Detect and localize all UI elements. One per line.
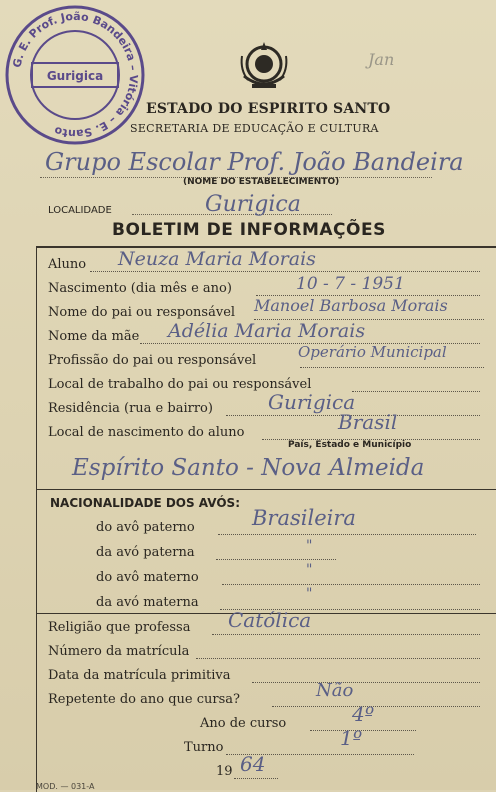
- field-profissao-label: Profissão do pai ou responsável: [48, 353, 257, 368]
- pais-estado-municipio-caption: País, Estado e Município: [288, 440, 412, 450]
- ano-prefix: 19: [216, 764, 233, 779]
- turno-value: 1º: [340, 726, 363, 750]
- field-pai-label: Nome do pai ou responsável: [48, 305, 236, 320]
- ano-curso-value: 4º: [352, 702, 375, 726]
- pencil-note: Jan: [368, 50, 395, 69]
- avo-paterno-label: do avô paterno: [96, 520, 195, 535]
- avoa-paterna-label: da avó paterna: [96, 545, 195, 560]
- religiao-value: Católica: [228, 608, 312, 632]
- field-aluno-label: Aluno: [48, 257, 87, 272]
- avo-materno-line: [222, 583, 480, 585]
- field-residencia-value: Gurigica: [268, 390, 356, 414]
- ano-curso-label: Ano de curso: [200, 716, 287, 731]
- form-model-code: MOD. — 031-A: [36, 782, 95, 791]
- data-matricula-line: [252, 681, 480, 683]
- avoa-paterna-value: ": [306, 538, 313, 554]
- establishment-caption: (NOME DO ESTABELECIMENTO): [183, 177, 340, 187]
- avoa-materna-value: ": [306, 586, 313, 602]
- avo-paterno-value: Brasileira: [252, 506, 356, 530]
- field-aluno-line: [90, 270, 480, 272]
- avo-materno-value: ": [306, 562, 313, 578]
- ano-curso-line: [310, 729, 416, 731]
- field-mae-label: Nome da mãe: [48, 329, 140, 344]
- form-title: BOLETIM DE INFORMAÇÕES: [112, 220, 386, 240]
- repetente-value: Não: [316, 680, 354, 701]
- secretariat-header: SECRETARIA DE EDUCAÇÃO E CULTURA: [130, 122, 379, 135]
- repetente-label: Repetente do ano que cursa?: [48, 692, 240, 707]
- field-profissao-line: [300, 366, 484, 368]
- ano-line: [234, 777, 278, 779]
- avoa-materna-label: da avó materna: [96, 595, 199, 610]
- field-nascimento-local-label: Local de nascimento do aluno: [48, 425, 245, 440]
- section-divider-nacionalidade: [36, 489, 496, 490]
- religiao-label: Religião que professa: [48, 620, 191, 635]
- avoa-paterna-line: [216, 558, 336, 560]
- field-profissao-value: Operário Municipal: [298, 343, 447, 361]
- stamp-ring-text: G. E. Prof. João Bandeira – Vitória – E. Santo: [10, 9, 141, 141]
- data-matricula-label: Data da matrícula primitiva: [48, 668, 231, 683]
- repetente-line: [272, 705, 480, 707]
- field-aluno-value: Neuza Maria Morais: [118, 248, 316, 270]
- stamp-center-text: Gurigica: [46, 69, 104, 83]
- field-pai-value: Manoel Barbosa Morais: [254, 296, 448, 315]
- locality-label: LOCALIDADE: [48, 205, 112, 216]
- field-nascimento-label: Nascimento (dia mês e ano): [48, 281, 232, 296]
- nacionalidade-heading: NACIONALIDADE DOS AVÓS:: [50, 496, 241, 510]
- state-header: ESTADO DO ESPIRITO SANTO: [146, 101, 391, 117]
- school-stamp: [2, 2, 148, 148]
- ano-handwritten: 64: [240, 752, 266, 776]
- avo-materno-label: do avô materno: [96, 570, 199, 585]
- numero-matricula-line: [196, 657, 480, 659]
- field-nascimento-extra: Espírito Santo - Nova Almeida: [72, 455, 425, 481]
- turno-label: Turno: [184, 740, 224, 755]
- locality-value: Gurigica: [205, 192, 301, 217]
- field-local-trabalho-line: [352, 390, 480, 392]
- religiao-line: [212, 633, 480, 635]
- field-nascimento-value: 10 - 7 - 1951: [296, 274, 405, 294]
- numero-matricula-label: Número da matrícula: [48, 644, 190, 659]
- avo-paterno-line: [218, 533, 476, 535]
- coat-of-arms-icon: [238, 36, 290, 92]
- field-mae-value: Adélia Maria Morais: [168, 320, 366, 342]
- field-nascimento-local-value: Brasil: [338, 410, 398, 434]
- establishment-value: Grupo Escolar Prof. João Bandeira: [45, 148, 464, 176]
- field-residencia-label: Residência (rua e bairro): [48, 401, 213, 416]
- field-local-trabalho-label: Local de trabalho do pai ou responsável: [48, 377, 312, 392]
